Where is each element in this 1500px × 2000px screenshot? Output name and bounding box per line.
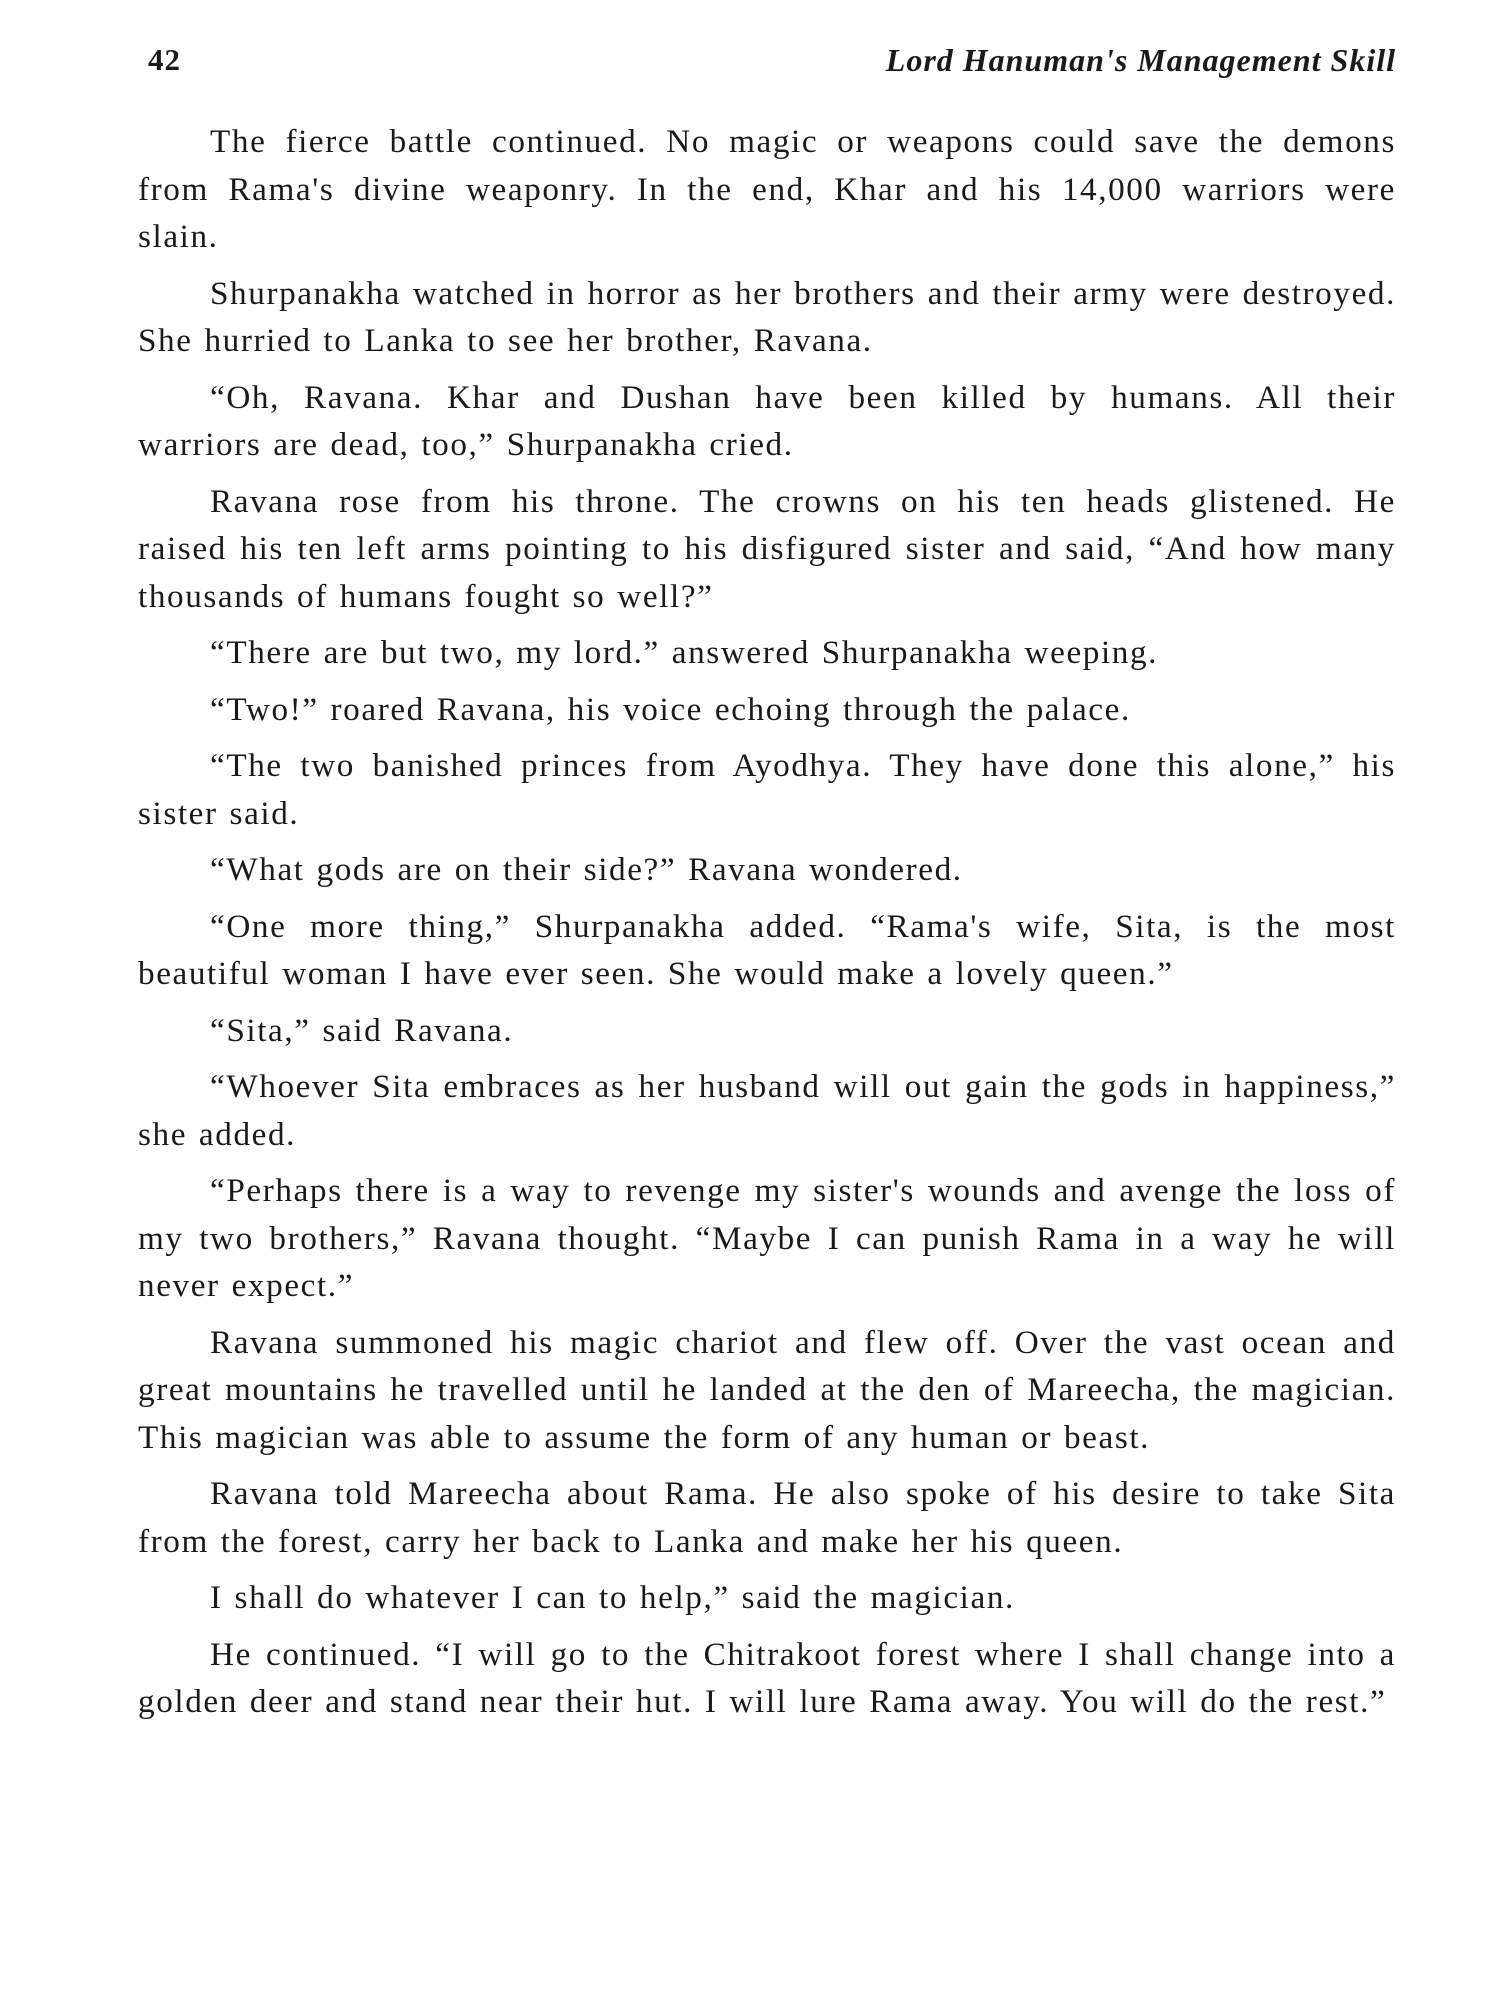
paragraph: “Oh, Ravana. Khar and Dushan have been killed by humans. All their warriors are dead, too,” Shurpanakha cried. — [138, 378, 1396, 463]
paragraph: “Two!” roared Ravana, his voice echoing through the palace. — [210, 690, 1131, 728]
paragraph: “Sita,” said Ravana. — [210, 1011, 514, 1049]
paragraph: Ravana summoned his magic chariot and flew off. Over the vast ocean and great mountains he travelled until he landed at the den of Mareecha, the magician. This magician was able to assume the form of any human or beast. — [138, 1323, 1396, 1456]
paragraph: “There are but two, my lord.” answered Shurpanakha weeping. — [210, 634, 1159, 671]
paragraph: Shurpanakha watched in horror as her brothers and their army were destroyed. She hurried to Lanka to see her brother, Ravana. — [138, 274, 1396, 359]
paragraph: “What gods are on their side?” Ravana wondered. — [210, 851, 963, 888]
page-header — [148, 42, 1396, 94]
running-title: Lord Hanuman's Management Skill — [885, 42, 1396, 78]
paragraph: Ravana told Mareecha about Rama. He also spoke of his desire to take Sita from the forest, carry her back to Lanka and make her his queen. — [138, 1475, 1396, 1560]
paragraph: “Whoever Sita embraces as her husband will out gain the gods in happiness,” she added. — [138, 1068, 1396, 1153]
paragraph: “The two banished princes from Ayodhya. They have done this alone,” his sister said. — [138, 747, 1396, 832]
body-text — [138, 118, 1396, 1735]
paragraph: I shall do whatever I can to help,” said the magician. — [210, 1579, 1015, 1616]
paragraph: “One more thing,” Shurpanakha added. “Rama's wife, Sita, is the most beautiful woman I have ever seen. She would make a lovely queen.” — [138, 907, 1396, 992]
page-number: 42 — [148, 42, 181, 77]
paragraph: “Perhaps there is a way to revenge my sister's wounds and avenge the loss of my two brothers,” Ravana thought. “Maybe I can punish Rama in a way he will never expect.” — [138, 1172, 1396, 1304]
paragraph: Ravana rose from his throne. The crowns on his ten heads glistened. He raised his ten left arms pointing to his disfigured sister and said, “And how many thousands of humans fought so well?” — [138, 482, 1396, 615]
paragraph: The fierce battle continued. No magic or weapons could save the demons from Rama's divine weaponry. In the end, Khar and his 14,000 warriors were slain. — [138, 123, 1396, 255]
paragraph: He continued. “I will go to the Chitrakoot forest where I shall change into a golden deer and stand near their hut. I will lure Rama away. You will do the rest.” — [138, 1635, 1396, 1720]
